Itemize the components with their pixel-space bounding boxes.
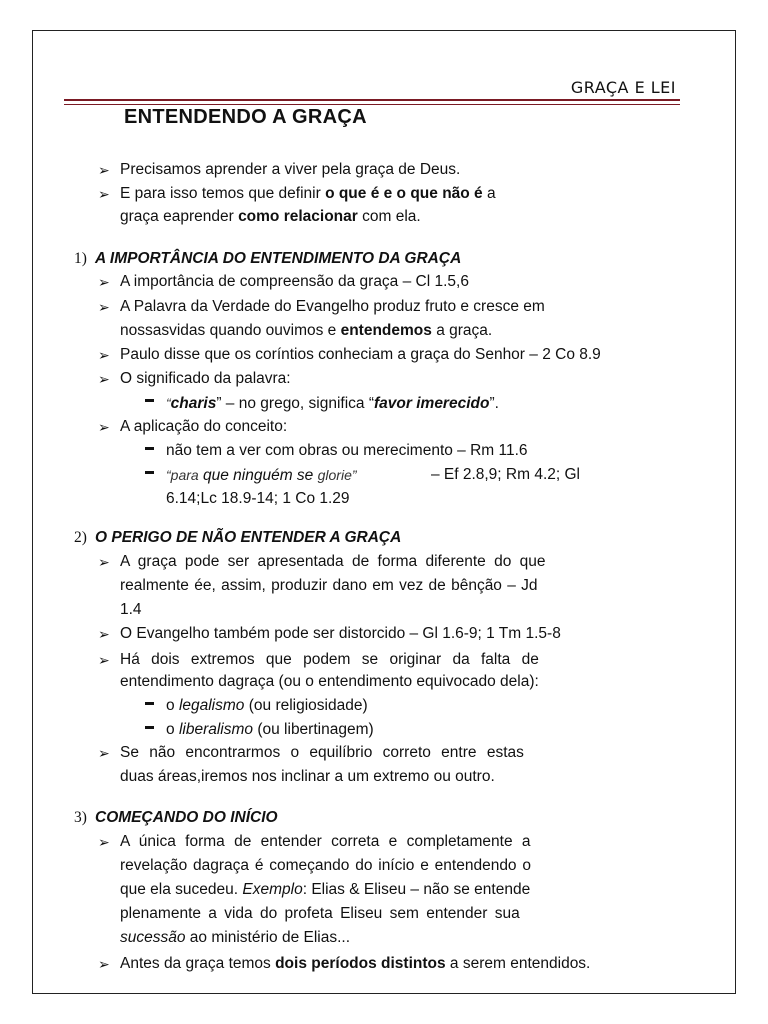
section-1-title: A IMPORTÂNCIA DO ENTENDIMENTO DA GRAÇA <box>95 250 462 267</box>
s1-bullet-4: O significado da palavra: <box>120 370 291 387</box>
dash-bullet-icon <box>145 447 154 450</box>
s2-bullet-4: Se não encontrarmos o equilíbrio correto entre estas <box>120 744 524 761</box>
s2-bullet-1: A graça pode ser apresentada de forma diferente do que <box>120 553 546 570</box>
dash-bullet-icon <box>145 702 154 705</box>
s1-bullet-1: A importância de compreensão da graça – Cl 1.5,6 <box>120 273 469 290</box>
s2-sub-liberalismo: o liberalismo (ou libertinagem) <box>166 721 374 738</box>
s3-bullet-1-cont: revelação dagraça é começando do início e entendendo o <box>120 857 531 874</box>
s3-bullet-1-cont2: que ela sucedeu. Exemplo: Elias & Eliseu – não se entende <box>120 881 531 898</box>
section-2-title: O PERIGO DE NÃO ENTENDER A GRAÇA <box>95 529 402 546</box>
s1-bullet-2-cont: nossasvidas quando ouvimos e entendemos a graça. <box>120 322 493 339</box>
s1-bullet-3: Paulo disse que os coríntios conheciam a graça do Senhor – 2 Co 8.9 <box>120 346 601 363</box>
dash-bullet-icon <box>145 399 154 402</box>
section-3-title: COMEÇANDO DO INÍCIO <box>95 809 278 826</box>
s2-bullet-2: O Evangelho também pode ser distorcido – Gl 1.6-9; 1 Tm 1.5-8 <box>120 625 561 642</box>
s2-bullet-4-cont: duas áreas,iremos nos inclinar a um extremo ou outro. <box>120 768 495 785</box>
arrow-bullet-icon: ➢ <box>98 186 110 202</box>
arrow-bullet-icon: ➢ <box>98 162 110 178</box>
arrow-bullet-icon: ➢ <box>98 371 110 387</box>
arrow-bullet-icon: ➢ <box>98 347 110 363</box>
arrow-bullet-icon: ➢ <box>98 274 110 290</box>
arrow-bullet-icon: ➢ <box>98 652 110 668</box>
s2-bullet-1-cont: realmente ée, assim, produzir dano em vez de bênção – Jd <box>120 577 538 594</box>
s1-bullet-2: A Palavra da Verdade do Evangelho produz fruto e cresce em <box>120 298 545 315</box>
arrow-bullet-icon: ➢ <box>98 834 110 850</box>
s3-bullet-1-cont3: plenamente a vida do profeta Eliseu sem entender sua <box>120 905 520 922</box>
s1-sub-obras: não tem a ver com obras ou merecimento – Rm 11.6 <box>166 442 528 459</box>
s1-sub-glorie-cont: 6.14;Lc 18.9-14; 1 Co 1.29 <box>166 490 350 507</box>
s3-bullet-2: Antes da graça temos dois períodos distintos a serem entendidos. <box>120 955 591 972</box>
s1-sub-glorie: “para que ninguém se glorie” – Ef 2.8,9; Rm 4.2; Gl <box>166 466 580 484</box>
section-2-number: 2) <box>74 529 87 546</box>
arrow-bullet-icon: ➢ <box>98 554 110 570</box>
dash-bullet-icon <box>145 471 154 474</box>
dash-bullet-icon <box>145 726 154 729</box>
arrow-bullet-icon: ➢ <box>98 745 110 761</box>
intro-item-1: Precisamos aprender a viver pela graça de Deus. <box>120 161 461 178</box>
s3-bullet-1-cont4: sucessão ao ministério de Elias... <box>120 929 351 946</box>
intro-item-2-cont: graça eaprender como relacionar com ela. <box>120 208 421 225</box>
section-3-number: 3) <box>74 809 87 826</box>
s2-bullet-3: Há dois extremos que podem se originar da falta de <box>120 651 539 668</box>
s2-bullet-1-cont2: 1.4 <box>120 601 142 618</box>
header-rule <box>64 99 680 101</box>
document-title: ENTENDENDO A GRAÇA <box>124 106 367 128</box>
s2-sub-legalismo: o legalismo (ou religiosidade) <box>166 697 368 714</box>
s2-bullet-3-cont: entendimento dagraça (ou o entendimento equivocado dela): <box>120 673 539 690</box>
arrow-bullet-icon: ➢ <box>98 626 110 642</box>
header-rule-thin <box>64 104 680 105</box>
section-1-number: 1) <box>74 250 87 267</box>
s1-sub-charis: “charis” – no grego, significa “favor imerecido”. <box>166 395 499 412</box>
arrow-bullet-icon: ➢ <box>98 956 110 972</box>
header-label: GRAÇA E LEI <box>570 78 676 97</box>
arrow-bullet-icon: ➢ <box>98 419 110 435</box>
s1-bullet-5: A aplicação do conceito: <box>120 418 288 435</box>
arrow-bullet-icon: ➢ <box>98 299 110 315</box>
intro-item-2: E para isso temos que definir o que é e o que não é a <box>120 185 496 202</box>
s3-bullet-1: A única forma de entender correta e completamente a <box>120 833 531 850</box>
